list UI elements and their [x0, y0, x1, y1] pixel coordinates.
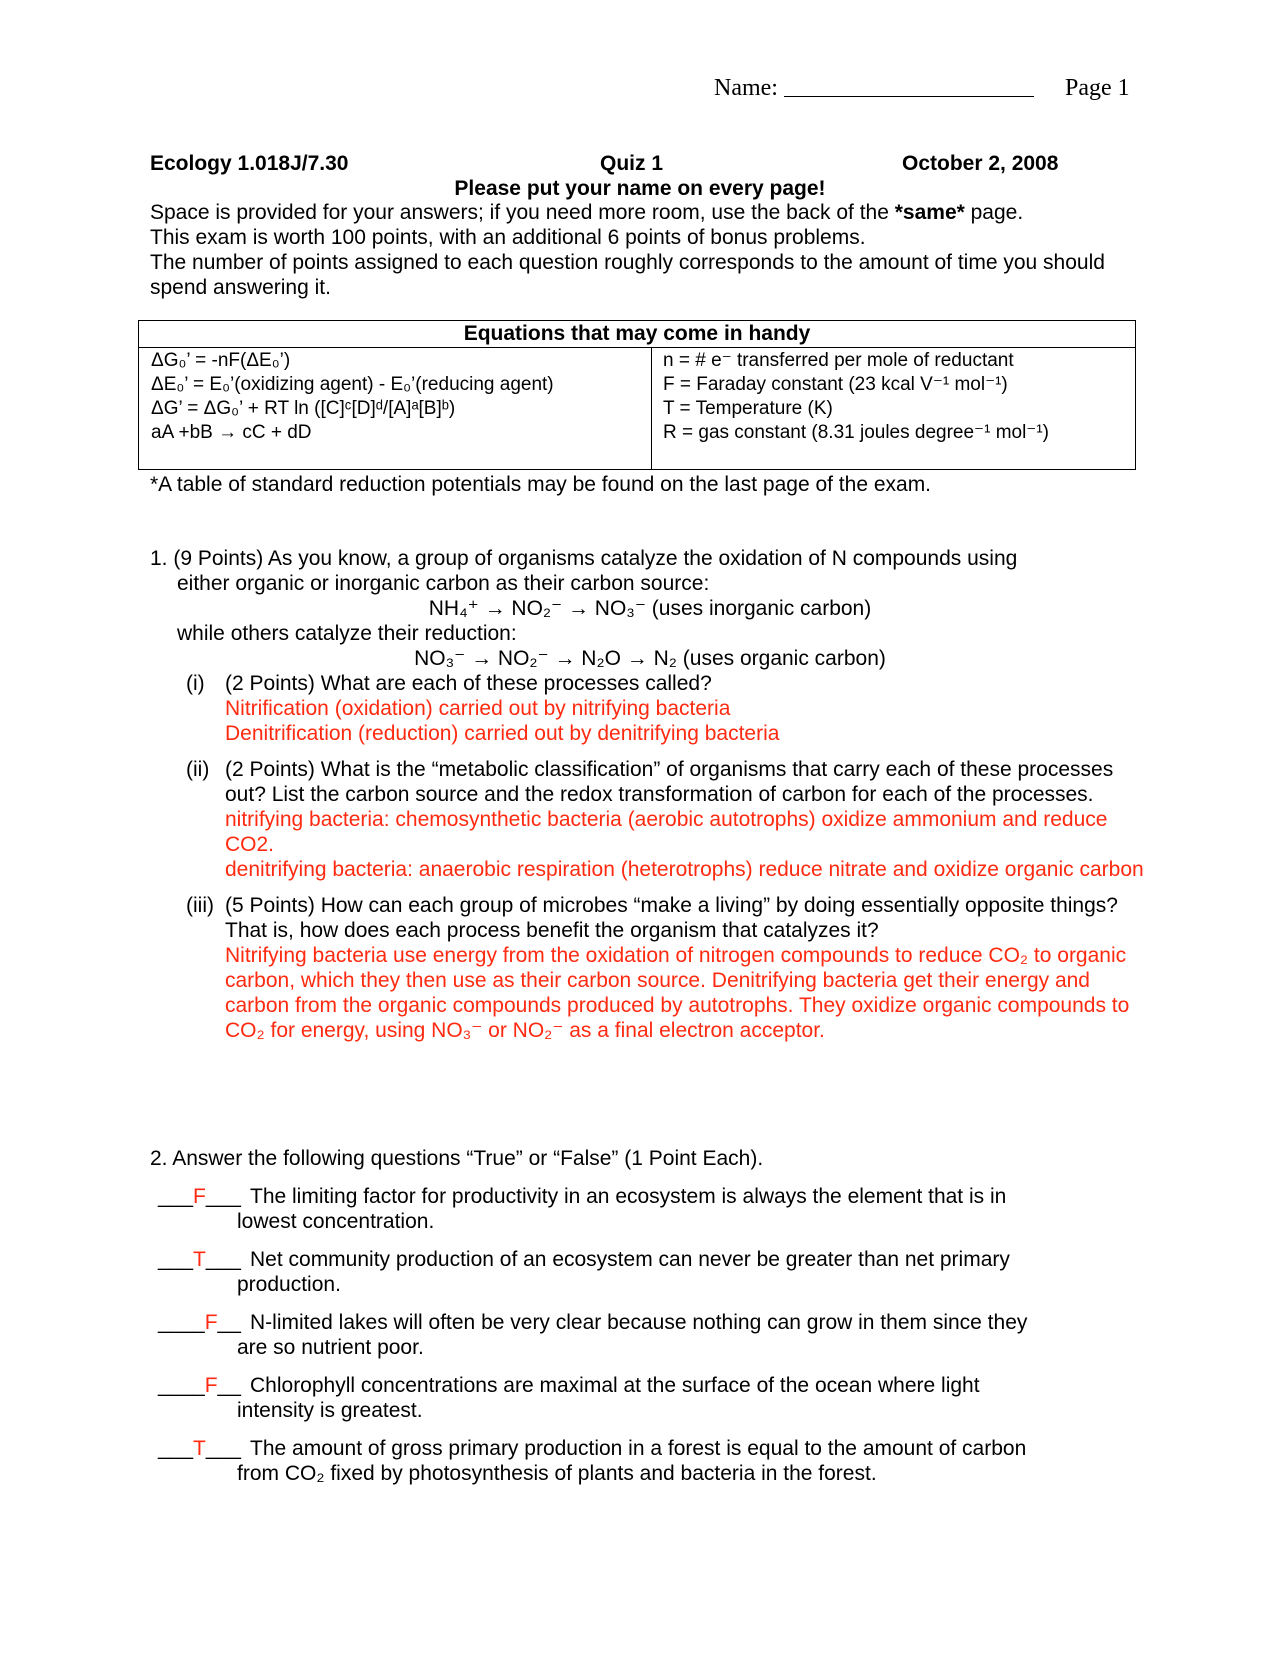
- equation-potential: ΔE₀’ = E₀’(oxidizing agent) - E₀’(reducing agent): [151, 374, 554, 395]
- sub-question-text: (5 Points) How can each group of microbes “make a living” by doing essentially opposite things? That is, how does each process benefit the organism that catalyzes it?: [225, 894, 1118, 942]
- quiz-title: Quiz 1: [600, 152, 664, 175]
- quiz-date: October 2, 2008: [902, 152, 1059, 175]
- name-label: Name:: [714, 75, 778, 101]
- equations-right-column: [663, 349, 1049, 445]
- answer-blank[interactable]: ___T___: [158, 1248, 241, 1271]
- true-false-item: [150, 1310, 1150, 1360]
- statement-text: The amount of gross primary production in a forest is equal to the amount of carbon: [250, 1437, 1027, 1460]
- name-reminder: Please put your name on every page!: [454, 177, 826, 200]
- answer-text: Nitrifying bacteria use energy from the oxidation of nitrogen compounds to reduce CO₂ to organic carbon, which they then use as their carbon source. Denitrifying bacteria get their energy and carbon from the organic compounds produced by autotrophs. They oxidize organic compounds to CO₂ for energy, using NO₃⁻ or NO₂⁻ as a final electron acceptor.: [225, 944, 1130, 1042]
- name-field[interactable]: [714, 76, 1034, 101]
- instructions: [150, 200, 1150, 300]
- sub-question-text: (2 Points) What are each of these processes called?: [225, 672, 712, 695]
- instruction-line-2: This exam is worth 100 points, with an additional 6 points of bonus problems.: [150, 226, 866, 249]
- course-title: Ecology 1.018J/7.30: [150, 152, 349, 175]
- question-1: [150, 546, 1150, 1043]
- answer-blank[interactable]: ____F__: [158, 1374, 241, 1397]
- answer-text: nitrifying bacteria: chemosynthetic bacteria (aerobic autotrophs) oxidize ammonium and reduce CO2.: [225, 808, 1108, 856]
- statement-text-cont: production.: [237, 1273, 341, 1296]
- equation-gibbs: ΔG’ = ΔG₀’ + RT ln ([C]ᶜ[D]ᵈ/[A]ᵃ[B]ᵇ): [151, 398, 456, 419]
- statement-text: N-limited lakes will often be very clear because nothing can grow in them since they: [250, 1311, 1028, 1334]
- true-false-item: [150, 1247, 1150, 1297]
- answer-blank[interactable]: ____F__: [158, 1311, 241, 1334]
- sub-question-text: (2 Points) What is the “metabolic classification” of organisms that carry each of these processes out? List the carbon source and the redox transformation of carbon for each of the processes.: [225, 758, 1114, 806]
- statement-text-cont: lowest concentration.: [237, 1210, 435, 1233]
- definition-n: n = # e⁻ transferred per mole of reductant: [663, 350, 1014, 371]
- table-divider: [651, 347, 652, 469]
- statement-text: Chlorophyll concentrations are maximal at the surface of the ocean where light: [250, 1374, 980, 1397]
- definition-faraday: F = Faraday constant (23 kcal V⁻¹ mol⁻¹): [663, 374, 1008, 395]
- reduction-reaction: NO₃⁻ → NO₂⁻ → N₂O → N₂ (uses organic carbon): [414, 647, 886, 670]
- statement-text-cont: are so nutrient poor.: [237, 1336, 424, 1359]
- true-false-item: [150, 1373, 1150, 1423]
- equation-gibbs-standard: ΔG₀’ = -nF(ΔE₀’): [151, 350, 291, 371]
- answer-blank[interactable]: ___T___: [158, 1437, 241, 1460]
- question-1-ii: [150, 757, 1150, 882]
- question-2-stem: 2. Answer the following questions “True” or “False” (1 Point Each).: [150, 1147, 764, 1170]
- answer-text: denitrifying bacteria: anaerobic respiration (heterotrophs) reduce nitrate and oxidize organic carbon: [225, 858, 1144, 881]
- statement-text-cont: intensity is greatest.: [237, 1399, 423, 1422]
- true-false-item: [150, 1184, 1150, 1234]
- table-note: *A table of standard reduction potentials may be found on the last page of the exam.: [150, 473, 932, 496]
- statement-text: Net community production of an ecosystem can never be greater than net primary: [250, 1248, 1010, 1271]
- equation-reaction: aA +bB → cC + dD: [151, 422, 312, 443]
- page-number: Page 1: [1065, 75, 1130, 101]
- sub-question-number: (iii): [186, 894, 214, 917]
- question-1-stem: 1. (9 Points) As you know, a group of organisms catalyze the oxidation of N compounds using: [150, 547, 1018, 570]
- equations-left-column: [151, 349, 554, 445]
- question-1-stem-reduction: while others catalyze their reduction:: [177, 622, 517, 645]
- definition-gas-constant: R = gas constant (8.31 joules degree⁻¹ mol⁻¹): [663, 422, 1049, 443]
- instruction-line-3: The number of points assigned to each question roughly corresponds to the amount of time you should spend answering it.: [150, 251, 1105, 299]
- answer-text: Denitrification (reduction) carried out by denitrifying bacteria: [225, 722, 780, 745]
- answer-blank[interactable]: ___F___: [158, 1185, 241, 1208]
- question-1-iii: [150, 893, 1150, 1043]
- definition-temperature: T = Temperature (K): [663, 398, 833, 419]
- question-1-i: [150, 671, 1150, 746]
- oxidation-reaction: NH₄⁺ → NO₂⁻ → NO₃⁻ (uses inorganic carbon): [428, 597, 872, 620]
- instruction-line-1: Space is provided for your answers; if you need more room, use the back of the *same* page.: [150, 201, 1024, 224]
- answer-text: Nitrification (oxidation) carried out by nitrifying bacteria: [225, 697, 731, 720]
- name-blank-line[interactable]: [784, 76, 1034, 97]
- statement-text: The limiting factor for productivity in an ecosystem is always the element that is in: [250, 1185, 1007, 1208]
- sub-question-number: (ii): [186, 758, 210, 781]
- equations-table: [138, 320, 1136, 470]
- true-false-item: [150, 1436, 1150, 1486]
- sub-question-number: (i): [186, 672, 205, 695]
- question-1-stem-cont: either organic or inorganic carbon as their carbon source:: [177, 572, 710, 595]
- question-2: [150, 1146, 1150, 1486]
- equations-table-title: Equations that may come in handy: [139, 321, 1135, 348]
- statement-text-cont: from CO₂ fixed by photosynthesis of plants and bacteria in the forest.: [237, 1462, 877, 1485]
